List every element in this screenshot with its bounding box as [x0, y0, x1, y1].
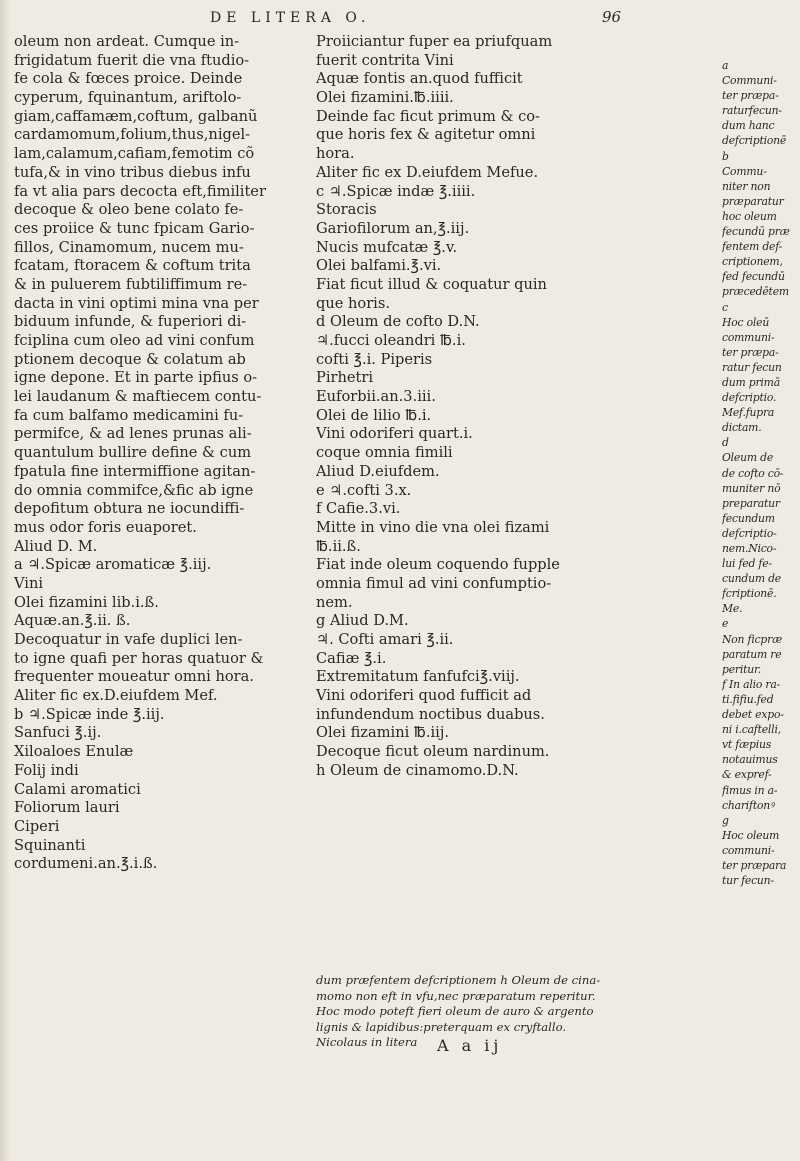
middle-column-line: ℔.ii.ß. [316, 537, 361, 555]
left-column-line: fa vt alia pars decocta eft,fimiliter [14, 182, 266, 200]
footnote-line: dum præfentem defcriptionem h Oleum de cina- [316, 973, 601, 987]
marginal-notes-line: defcriptio- [722, 526, 777, 540]
left-column-line: ces proiice & tunc fpicam Gario- [14, 219, 255, 237]
middle-column-line: omnia fimul ad vini confumptio- [316, 574, 552, 592]
middle-column-line: Vini odoriferi quod fufficit ad [316, 687, 532, 705]
marginal-notes-line: Communi- [722, 74, 777, 88]
left-column-line: b ♃.Spicæ inde ℥.iij. [14, 705, 165, 723]
marginal-notes-line: tur fecun- [722, 874, 774, 888]
left-column-line: fciplina cum oleo ad vini confum [14, 332, 255, 349]
middle-column-line: infundendum noctibus duabus. [316, 705, 545, 723]
left-column-line: Calami aromatici [14, 780, 141, 798]
marginal-notes-line: defcriptionē [722, 134, 787, 148]
left-column-line: depofitum obtura ne iocundiffi- [14, 500, 245, 518]
middle-column-line: Nucis mufcatæ ℥.v. [316, 238, 458, 256]
marginal-notes-line: & expref- [722, 768, 772, 782]
left-column-line: fa cum balfamo medicamini fu- [14, 406, 244, 424]
marginal-notes-line: dum hanc [722, 119, 775, 133]
marginal-notes-line: fecundum [722, 511, 775, 525]
left-column-line: cyperum, fquinantum, ariftolo- [14, 89, 242, 107]
middle-column-line: hora. [316, 145, 355, 163]
marginal-notes-line: Commu- [722, 164, 767, 178]
left-column-line: to igne quafi per horas quatuor & [14, 649, 264, 667]
left-column-line: ptionem decoque & colatum ab [14, 350, 246, 368]
left-column-line: Squinanti [14, 836, 86, 854]
middle-column-line: d Oleum de cofto D.N. [316, 313, 480, 331]
marginal-notes-line: ratur fecun [722, 360, 782, 374]
left-column-line: cardamomum,folium,thus,nigel- [14, 126, 251, 144]
middle-column-line: coque omnia fimili [316, 444, 453, 462]
marginal-notes-line: criptionem, [722, 255, 783, 269]
marginal-notes-line: chariftonꝰ [722, 798, 774, 812]
page-gutter-shadow [0, 0, 10, 1161]
middle-column-line: Olei balfami.℥.vi. [316, 257, 442, 275]
left-column-line: frigidatum fuerit die vna ftudio- [14, 51, 250, 69]
marginal-notes-line: debet expo- [722, 708, 784, 722]
middle-column-line: h Oleum de cinamomo.D.N. [316, 761, 519, 779]
marginal-notes-line: ter præpa- [722, 345, 779, 359]
marginal-notes-line: fecundū præ [722, 225, 790, 239]
marginal-notes-line: b [722, 149, 729, 163]
left-column-line: Sanfuci ℥.ij. [14, 724, 102, 742]
middle-column-line: Olei fizamini.℔.iiii. [316, 89, 454, 107]
left-column-line: fpatula fine intermiffione agitan- [14, 462, 256, 480]
middle-column-line: f Cafie.3.vi. [316, 500, 401, 518]
middle-column-line: que horis. [316, 294, 390, 312]
left-text-column [14, 33, 312, 874]
marginal-notes-line: ter præpa- [722, 89, 779, 103]
left-column-line: do omnia commifce,&fic ab igne [14, 481, 254, 499]
left-column-line: Aliud D. M. [14, 537, 98, 555]
footnote-line: lignis & lapidibus:preterquam ex cryftallo. [316, 1019, 567, 1034]
left-column-line: a ♃.Spicæ aromaticæ ℥.iij. [14, 556, 212, 574]
marginal-notes-line: ter præpara [722, 858, 787, 872]
left-column-line: Foliorum lauri [14, 799, 120, 817]
left-column-line: cordumeni.an.℥.i.ß. [14, 855, 158, 873]
left-column-line: oleum non ardeat. Cumque in- [14, 33, 240, 50]
marginal-notes-line: dictam. [722, 421, 762, 435]
middle-column-line: nem. [316, 593, 353, 611]
middle-column-line: Storacis [316, 201, 377, 219]
marginal-notes-line: nem.Nico- [722, 542, 777, 555]
left-column-line: fe cola & fœces proice. Deinde [14, 70, 243, 88]
middle-column-line: que horis fex & agitetur omni [316, 126, 536, 144]
signature-mark: A a ij [437, 1036, 503, 1055]
footnote-block [316, 973, 724, 1051]
middle-column-line: Aliud D.eiufdem. [316, 462, 440, 480]
left-column-line: mus odor foris euaporet. [14, 518, 197, 536]
marginal-notes-line: Oleum de [722, 451, 774, 465]
marginal-notes-line: vt fæpius [722, 738, 772, 752]
middle-column-line: Aquæ fontis an.quod fufficit [316, 70, 523, 88]
marginal-notes-line: ti.fifiu.fed [722, 692, 774, 706]
middle-column-line: Euforbii.an.3.iii. [316, 388, 436, 406]
marginal-notes-line: Mef.fupra [722, 406, 775, 420]
left-column-line: quantulum bullire define & cum [14, 444, 252, 462]
marginal-notes-line: preparatur [722, 496, 780, 510]
marginal-notes-line: d [722, 436, 729, 450]
page-number: 96 [602, 8, 622, 26]
marginal-notes-line: Hoc oleū [722, 315, 770, 329]
marginal-notes-line: muniter nō [722, 481, 781, 495]
middle-column-line: g Aliud D.M. [316, 612, 409, 630]
middle-column-line: Cafiæ ℥.i. [316, 649, 387, 667]
left-column-line: & in puluerem fubtiliffimum re- [14, 275, 248, 293]
middle-column-line: e ♃.cofti 3.x. [316, 481, 412, 499]
marginal-notes-line: fed fecundū [722, 270, 785, 284]
middle-column-line: Gariofilorum an,℥.iij. [316, 219, 470, 237]
middle-column-line: Fiat inde oleum coquendo fupple [316, 556, 560, 574]
marginal-notes-line: communi- [722, 843, 775, 857]
left-column-line: fcatam, ftoracem & coftum trita [14, 257, 251, 275]
footnote-line: momo non eft in vfu,nec præparatum reperitur. [316, 988, 596, 1003]
marginal-notes-line: e [722, 617, 729, 631]
running-header [210, 8, 622, 26]
middle-column-line: Olei fizamini ℔.iij. [316, 724, 449, 742]
marginal-notes-line: cundum de [722, 572, 781, 586]
marginal-notes-line: raturfecun- [722, 104, 782, 118]
footnote-line: Hoc modo poteft fieri oleum de auro & argento [316, 1004, 594, 1019]
left-column-line: Vini [14, 574, 44, 592]
marginal-notes-line: hoc oleum [722, 209, 777, 223]
middle-column-line: Proiiciantur fuper ea priufquam [316, 33, 553, 50]
left-column-line: Aquæ.an.℥.ii. ß. [14, 612, 131, 630]
left-column-line: igne depone. Et in parte ipfius o- [14, 369, 258, 387]
left-column-line: Ciperi [14, 817, 60, 835]
left-column-line: Olei fizamini lib.i.ß. [14, 593, 159, 611]
left-column-line: Xiloaloes Enulæ [14, 743, 134, 761]
running-title: DE LITERA O. [210, 10, 371, 26]
marginal-notes-line: præcedētem [722, 285, 789, 299]
left-column-line: fillos, Cinamomum, nucem mu- [14, 238, 244, 256]
left-column-line: tufa,& in vino tribus diebus infu [14, 163, 251, 181]
middle-column-line: Extremitatum fanfufci℥.viij. [316, 668, 520, 686]
middle-column-line: Fiat ficut illud & coquatur quin [316, 275, 547, 293]
left-column-line: dacta in vini optimi mina vna per [14, 294, 259, 312]
middle-column-line: ♃.fucci oleandri ℔.i. [316, 332, 466, 349]
marginal-notes-line: communi- [722, 330, 775, 344]
marginal-notes-line: niter non [722, 179, 771, 193]
left-column-line: Folij indi [14, 761, 79, 779]
marginal-notes-line: Non ficpræ [722, 632, 783, 646]
middle-column-line: fuerit contrita Vini [316, 51, 454, 69]
left-column-line: lei laudanum & maftiecem contu- [14, 388, 262, 406]
middle-column-line: Pirhetri [316, 369, 374, 387]
left-column-line: decoque & oleo bene colato fe- [14, 201, 244, 219]
left-column-line: Decoquatur in vafe duplici len- [14, 631, 243, 648]
middle-column-line: c ♃.Spicæ indæ ℥.iiii. [316, 182, 476, 200]
middle-column-line: Aliter fic ex D.eiufdem Mefue. [316, 163, 539, 181]
marginal-notes-line: g [722, 813, 729, 827]
middle-column-line: Olei de lilio ℔.i. [316, 406, 432, 424]
marginal-notes-line: f In alio ra- [722, 677, 781, 691]
middle-text-column [316, 33, 722, 781]
marginal-notes-column [722, 58, 798, 888]
left-column-line: frequenter moueatur omni hora. [14, 668, 254, 686]
left-column-line: giam,caffamæm,coftum, galbanũ [14, 107, 258, 125]
marginal-notes-line: fcriptionē. [722, 587, 777, 601]
left-column-line: Aliter fic ex.D.eiufdem Mef. [14, 687, 218, 705]
left-column-line: biduum infunde, & fuperiori di- [14, 313, 247, 331]
middle-column-line: ♃. Cofti amari ℥.ii. [316, 631, 454, 648]
marginal-notes-line: Me. [722, 602, 743, 616]
left-column-line: permifce, & ad lenes prunas ali- [14, 425, 252, 443]
marginal-notes-line: ni i.caftelli, [722, 723, 781, 737]
marginal-notes-line: defcriptio. [722, 391, 777, 405]
middle-column-line: cofti ℥.i. Piperis [316, 350, 433, 368]
marginal-notes-line: de cofto cō- [722, 466, 784, 480]
middle-column-line: Vini odoriferi quart.i. [316, 425, 473, 443]
middle-column-line: Deinde fac ficut primum & co- [316, 107, 540, 125]
marginal-notes-line: præparatur [722, 194, 784, 208]
middle-column-line: Decoque ficut oleum nardinum. [316, 743, 550, 761]
footnote-line: Nicolaus in litera [316, 1035, 418, 1050]
marginal-notes-line: paratum re [722, 647, 782, 661]
marginal-notes-line: fentem def- [722, 240, 783, 254]
marginal-notes-line: notauimus [722, 753, 778, 767]
marginal-notes-line: Hoc oleum [722, 828, 780, 842]
marginal-notes-line: dum primā [722, 375, 780, 389]
middle-column-line: Mitte in vino die vna olei fizami [316, 518, 550, 536]
marginal-notes-line: fimus in a- [722, 783, 778, 797]
marginal-notes-line: lui fed fe- [722, 557, 772, 571]
marginal-notes-line: c [722, 300, 728, 314]
marginal-notes-line: peritur. [722, 662, 762, 676]
marginal-notes-line: a [722, 59, 729, 72]
left-column-line: lam,calamum,cafiam,femotim cõ [14, 145, 255, 163]
